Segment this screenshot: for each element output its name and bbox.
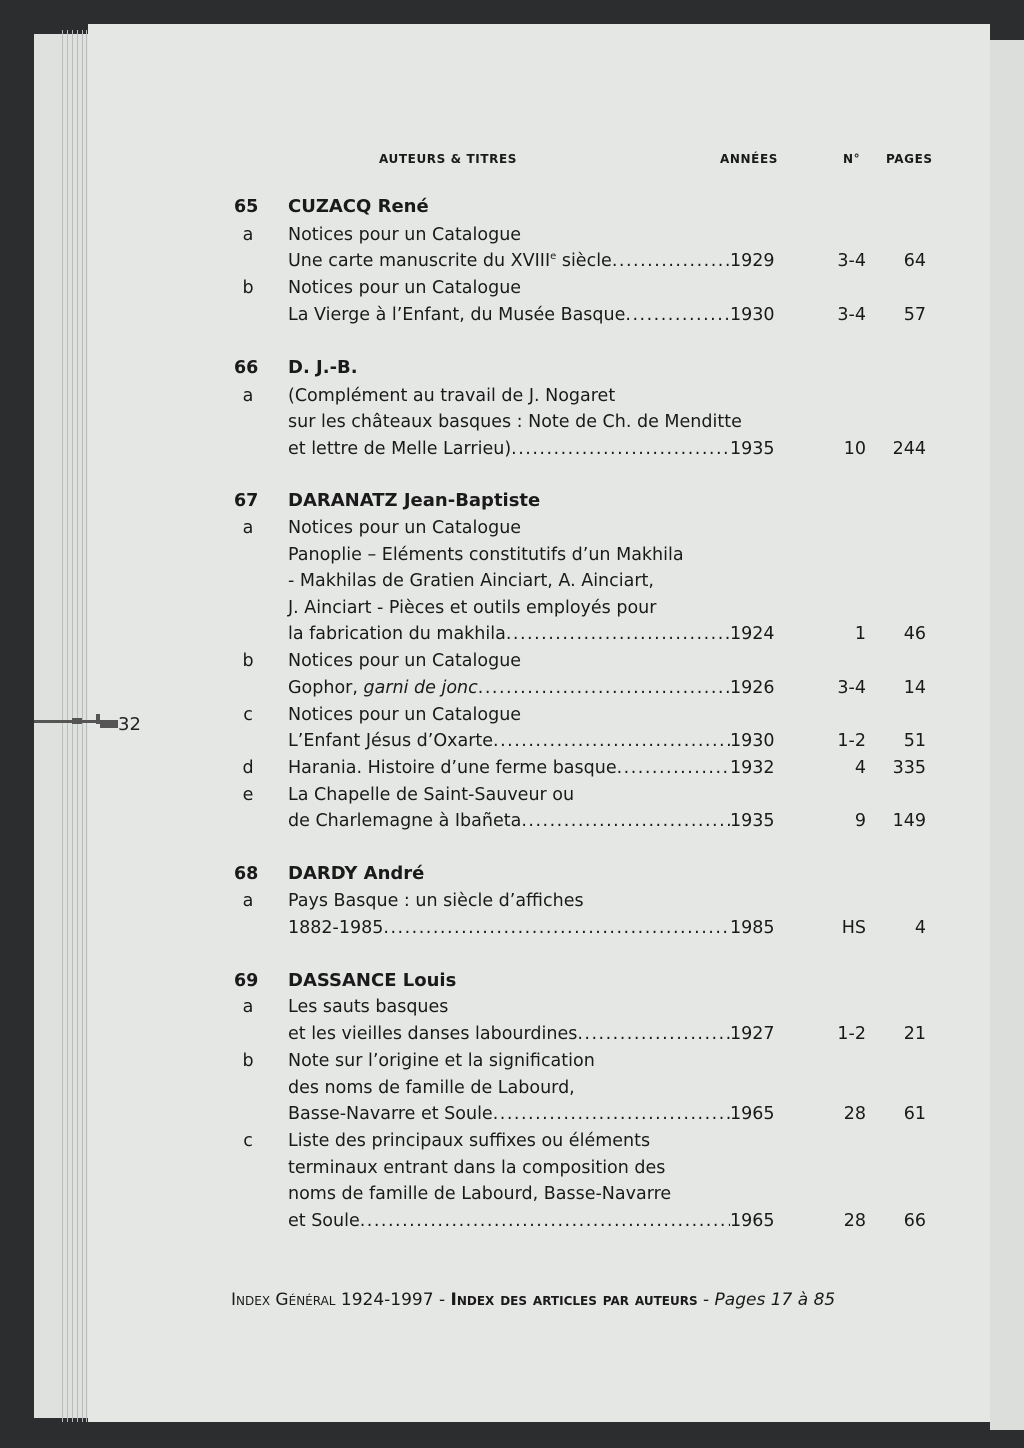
dot-leader	[612, 248, 730, 274]
entry-title: Une carte manuscrite du XVIIIe siècle	[288, 251, 612, 271]
dot-leader	[617, 755, 730, 781]
entry-row	[0, 542, 1024, 568]
item-letter: a	[242, 891, 254, 911]
entry-number: 67	[234, 491, 259, 511]
entry-page: 51	[903, 731, 926, 751]
entry-title: Notices pour un Catalogue	[288, 225, 522, 245]
entry-row	[0, 1128, 1024, 1154]
entry-issue-number: 1	[854, 624, 866, 644]
entry-row	[0, 728, 1024, 754]
entry-row	[0, 515, 1024, 541]
entry-title: sur les châteaux basques : Note de Ch. de Menditte	[288, 412, 742, 432]
entry-title: Harania. Histoire d’une ferme basque	[288, 758, 617, 778]
item-letter: a	[242, 225, 254, 245]
item-letter: c	[243, 705, 253, 725]
entry-title: la fabrication du makhila	[288, 624, 506, 644]
entry-row	[0, 1208, 1024, 1234]
entry-page: 14	[903, 678, 926, 698]
entry-issue-number: 4	[854, 758, 866, 778]
entry-row	[0, 648, 1024, 674]
entry-row	[0, 782, 1024, 808]
dot-leader	[493, 728, 730, 754]
entry-issue-number: 1-2	[837, 731, 866, 751]
author-name: DARDY André	[288, 863, 425, 884]
author-name: DARANATZ Jean-Baptiste	[288, 490, 541, 511]
entry-title: et lettre de Melle Larrieu)	[288, 439, 512, 459]
entry-issue-number: HS	[841, 918, 866, 938]
entry-title: - Makhilas de Gratien Ainciart, A. Ainciart,	[288, 571, 654, 591]
item-letter: b	[242, 1051, 254, 1071]
entry-row	[0, 888, 1024, 914]
entry-title: Les sauts basques	[288, 997, 449, 1017]
entry-title: de Charlemagne à Ibañeta	[288, 811, 522, 831]
entry-issue-number: 28	[843, 1211, 866, 1231]
entry-year: 1965	[730, 1104, 775, 1124]
entry-year: 1930	[730, 305, 775, 325]
entry-page: 335	[892, 758, 926, 778]
entry-year: 1985	[730, 918, 775, 938]
footer-title: Index Général 1924-1997	[231, 1290, 434, 1310]
entry-row	[0, 1021, 1024, 1047]
entry-number: 65	[234, 197, 259, 217]
entry-issue-number: 3-4	[837, 305, 866, 325]
entry-year: 1924	[730, 624, 775, 644]
author-name: DASSANCE Louis	[288, 970, 457, 991]
entry-row	[0, 1181, 1024, 1207]
footer-separator: -	[433, 1290, 451, 1310]
item-letter: c	[243, 1131, 253, 1151]
entry-row	[0, 702, 1024, 728]
header-annees: ANNÉES	[720, 152, 779, 166]
entry-title: Panoplie – Eléments constitutifs d’un Makhila	[288, 545, 684, 565]
dot-leader	[360, 1208, 730, 1234]
entry-issue-number: 10	[843, 439, 866, 459]
header-auteurs: AUTEURS & TITRES	[379, 152, 518, 166]
author-name: CUZACQ René	[288, 196, 429, 217]
entry-row	[0, 248, 1024, 274]
entry-row	[0, 222, 1024, 248]
entry-page: 4	[914, 918, 926, 938]
entry-year: 1930	[730, 731, 775, 751]
dot-leader	[478, 675, 730, 701]
entry-issue-number: 3-4	[837, 678, 866, 698]
author-row	[0, 861, 1024, 887]
entry-year: 1935	[730, 811, 775, 831]
entry-page: 66	[903, 1211, 926, 1231]
entry-page: 21	[903, 1024, 926, 1044]
entry-title: Notices pour un Catalogue	[288, 278, 522, 298]
author-row	[0, 194, 1024, 220]
entry-title: (Complément au travail de J. Nogaret	[288, 386, 616, 406]
entry-issue-number: 3-4	[837, 251, 866, 271]
dot-leader	[506, 621, 730, 647]
entry-row	[0, 275, 1024, 301]
author-row	[0, 968, 1024, 994]
entry-title: J. Ainciart - Pièces et outils employés pour	[288, 598, 657, 618]
footer-separator: -	[697, 1290, 715, 1310]
entry-row	[0, 383, 1024, 409]
header-pages: PAGES	[886, 152, 933, 166]
entry-issue-number: 1-2	[837, 1024, 866, 1044]
entry-row	[0, 915, 1024, 941]
entry-title: et les vieilles danses labourdines	[288, 1024, 578, 1044]
entry-row	[0, 595, 1024, 621]
entry-year: 1965	[730, 1211, 775, 1231]
entry-row	[0, 568, 1024, 594]
entry-title: et Soule	[288, 1211, 360, 1231]
item-letter: b	[242, 651, 254, 671]
author-name: D. J.-B.	[288, 357, 358, 378]
entry-issue-number: 28	[843, 1104, 866, 1124]
entry-year: 1929	[730, 251, 775, 271]
entry-title: La Vierge à l’Enfant, du Musée Basque	[288, 305, 626, 325]
entry-page: 149	[892, 811, 926, 831]
entry-title: terminaux entrant dans la composition des	[288, 1158, 666, 1178]
item-letter: a	[242, 518, 254, 538]
entry-title: Notices pour un Catalogue	[288, 705, 522, 725]
entry-year: 1926	[730, 678, 775, 698]
entry-number: 68	[234, 864, 259, 884]
entry-title: Note sur l’origine et la signification	[288, 1051, 595, 1071]
entry-page: 64	[903, 251, 926, 271]
entry-title: 1882-1985	[288, 918, 384, 938]
entry-row	[0, 436, 1024, 462]
entry-title: Pays Basque : un siècle d’affiches	[288, 891, 584, 911]
entry-title: L’Enfant Jésus d’Oxarte	[288, 731, 494, 751]
item-letter: a	[242, 386, 254, 406]
item-letter: e	[242, 785, 254, 805]
entry-year: 1935	[730, 439, 775, 459]
entry-title: Gophor, garni de jonc	[288, 678, 478, 698]
entry-title: des noms de famille de Labourd,	[288, 1078, 575, 1098]
dot-leader	[577, 1021, 730, 1047]
entry-page: 61	[903, 1104, 926, 1124]
entry-row	[0, 808, 1024, 834]
entry-row	[0, 994, 1024, 1020]
dot-leader	[511, 436, 730, 462]
entry-page: 46	[903, 624, 926, 644]
item-letter: b	[242, 278, 254, 298]
header-no: N°	[843, 152, 861, 166]
entry-page: 244	[892, 439, 926, 459]
entry-number: 66	[234, 358, 259, 378]
side-page-number: 32	[118, 714, 141, 735]
dot-leader	[625, 302, 730, 328]
entry-row	[0, 621, 1024, 647]
entry-year: 1932	[730, 758, 775, 778]
entry-issue-number: 9	[854, 811, 866, 831]
entry-title: Basse-Navarre et Soule	[288, 1104, 493, 1124]
entry-title: Notices pour un Catalogue	[288, 518, 522, 538]
author-row	[0, 355, 1024, 381]
entry-row	[0, 1101, 1024, 1127]
entry-row	[0, 409, 1024, 435]
entry-page: 57	[903, 305, 926, 325]
dot-leader	[493, 1101, 730, 1127]
footer-pages: Pages 17 à 85	[714, 1290, 836, 1310]
entry-title: noms de famille de Labourd, Basse-Navarre	[288, 1184, 672, 1204]
author-row	[0, 488, 1024, 514]
entry-title: La Chapelle de Saint-Sauveur ou	[288, 785, 575, 805]
entry-row	[0, 1075, 1024, 1101]
entry-title: Liste des principaux suffixes ou éléments	[288, 1131, 651, 1151]
entry-year: 1927	[730, 1024, 775, 1044]
entry-row	[0, 302, 1024, 328]
entry-number: 69	[234, 971, 259, 991]
dot-leader	[521, 808, 730, 834]
footer-section: Index des articles par auteurs	[450, 1290, 698, 1310]
dot-leader	[383, 915, 730, 941]
item-letter: d	[242, 758, 254, 778]
item-letter: a	[242, 997, 254, 1017]
entry-row	[0, 755, 1024, 781]
entry-row	[0, 675, 1024, 701]
entry-title: Notices pour un Catalogue	[288, 651, 522, 671]
entry-row	[0, 1155, 1024, 1181]
page-footer	[231, 1290, 835, 1310]
entry-row	[0, 1048, 1024, 1074]
